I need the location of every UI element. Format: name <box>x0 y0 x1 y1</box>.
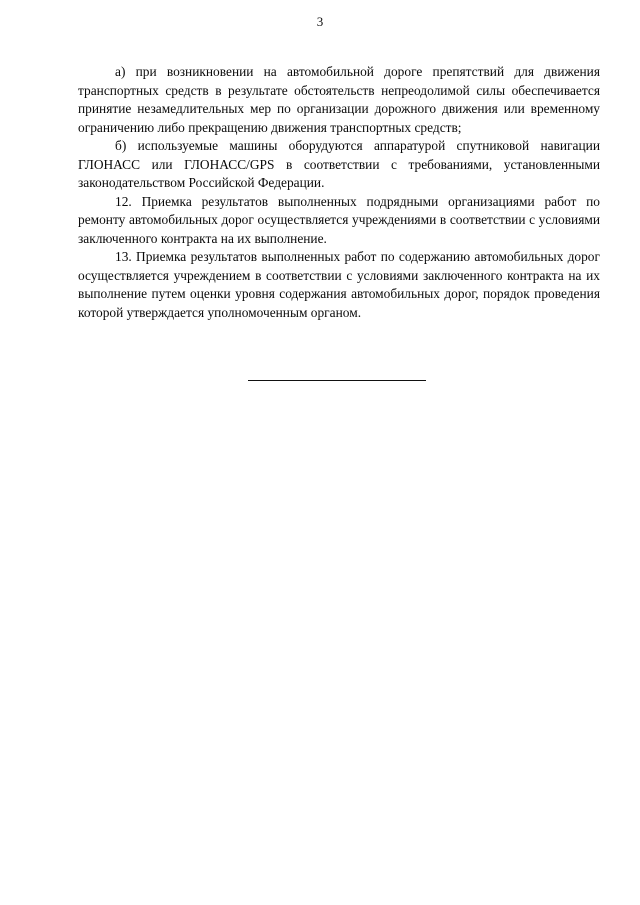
page-number: 3 <box>316 14 324 29</box>
paragraph-item-b: б) используемые машины оборудуются аппаратурой спутниковой навигации ГЛОНАСС или ГЛОНАСС/GPS в соответствии с требованиями, установленными законодательством Российской Федерации. <box>78 138 600 190</box>
paragraph-13: 13. Приемка результатов выполненных работ по содержанию автомобильных дорог осуществляется учреждением в соответствии с условиями заключенного контракта на их выполнение путем оценки уровня содержания автомобильных дорог, порядок проведения которой утверждается уполномоченным органом. <box>78 249 600 320</box>
end-separator-line <box>248 380 426 381</box>
document-body <box>78 63 600 322</box>
paragraph-12: 12. Приемка результатов выполненных подрядными организациями работ по ремонту автомобильных дорог осуществляется учреждениями в соответствии с условиями заключенного контракта на их выполнение. <box>78 193 600 246</box>
paragraph-item-a: а) при возникновении на автомобильной дороге препятствий для движения транспортных средств в результате обстоятельств непреодолимой силы обеспечивается принятие незамедлительных мер по организации дорожного движения или временному ограничению либо прекращению движения транспортных средств; <box>78 64 600 135</box>
